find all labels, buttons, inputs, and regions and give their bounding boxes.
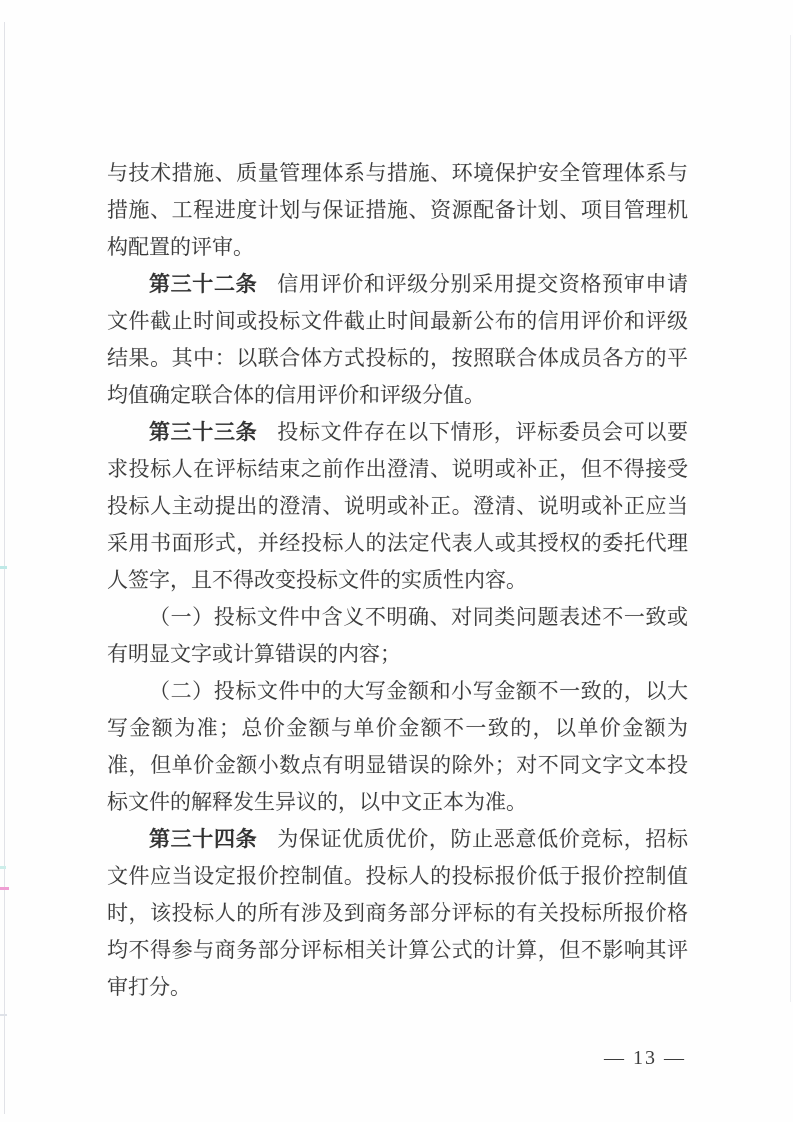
paragraph-article-32 — [107, 266, 688, 414]
paragraph-item-2 — [107, 673, 688, 821]
document-body — [107, 155, 688, 1006]
paragraph-text: 与技术措施、质量管理体系与措施、环境保护安全管理体系与措施、工程进度计划与保证措施、资源配备计划、项目管理机构配置的评审。 — [107, 161, 688, 259]
paragraph-text: （二）投标文件中的大写金额和小写金额不一致的，以大写金额为准；总价金额与单价金额不一致的，以单价金额为准，但单价金额小数点有明显错误的除外；对不同文字文本投标文件的解释发生异议的，以中文正本为准。 — [107, 679, 688, 814]
page-number: — 13 — — [604, 1047, 686, 1069]
paragraph-continuation — [107, 155, 688, 266]
scan-mark-gray — [0, 1014, 7, 1016]
scan-mark-pink — [0, 887, 9, 890]
scan-mark-cyan — [0, 566, 7, 569]
scan-mark-cyan — [0, 866, 6, 869]
paragraph-text: 为保证优质优价，防止恶意低价竞标，招标文件应当设定报价控制值。投标人的投标报价低于报价控制值时，该投标人的所有涉及到商务部分评标的有关投标所报价格均不得参与商务部分评标相关计算公式的计算，但不影响其评审打分。 — [107, 827, 689, 999]
paragraph-article-34 — [107, 821, 688, 1006]
scan-right-edge-line — [790, 35, 791, 1002]
article-heading: 第三十四条 — [149, 827, 258, 851]
paragraph-text: （一）投标文件中含义不明确、对同类问题表述不一致或有明显文字或计算错误的内容； — [107, 605, 688, 666]
article-heading: 第三十三条 — [149, 420, 258, 444]
paragraph-text: 信用评价和评级分别采用提交资格预审申请文件截止时间或投标文件截止时间最新公布的信用评价和评级结果。其中：以联合体方式投标的，按照联合体成员各方的平均值确定联合体的信用评价和评级分值。 — [107, 272, 689, 407]
paragraph-item-1 — [107, 599, 688, 673]
paragraph-article-33 — [107, 414, 688, 599]
article-heading: 第三十二条 — [149, 272, 258, 296]
paragraph-text: 投标文件存在以下情形，评标委员会可以要求投标人在评标结束之前作出澄清、说明或补正，但不得接受投标人主动提出的澄清、说明或补正。澄清、说明或补正应当采用书面形式，并经投标人的法定代表人或其授权的委托代理人签字，且不得改变投标文件的实质性内容。 — [107, 420, 689, 592]
